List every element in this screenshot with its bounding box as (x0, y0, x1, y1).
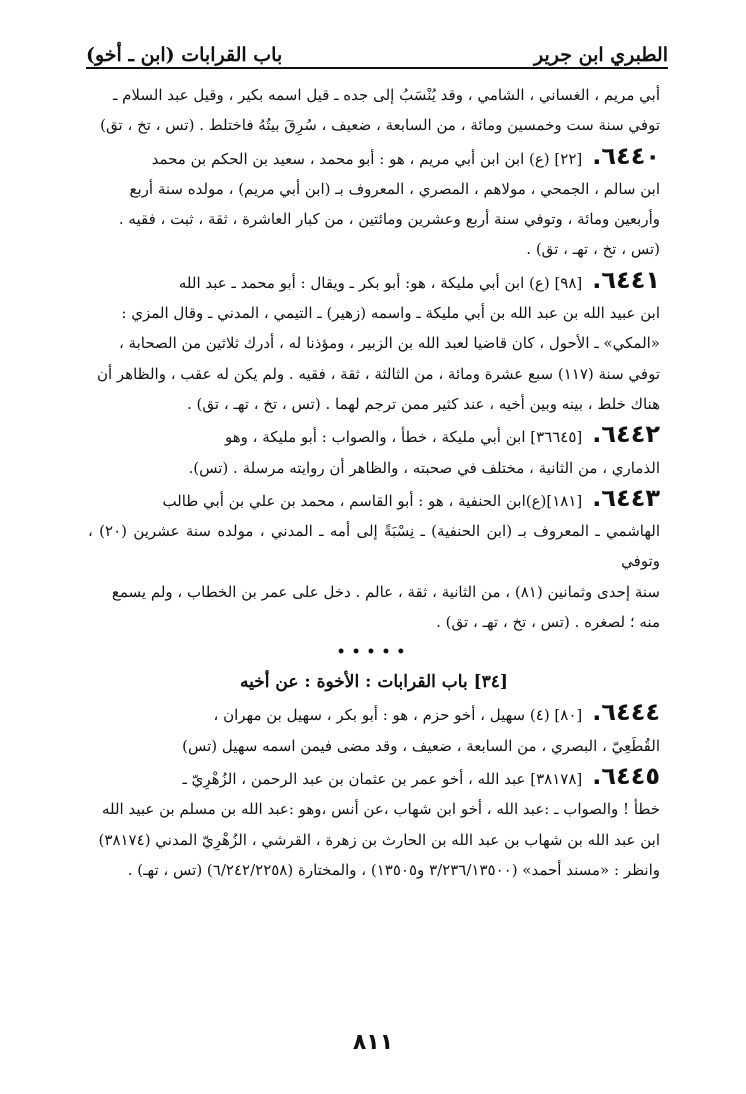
text-line: (تس ، تخ ، تهـ ، تق) . (526, 240, 660, 259)
text-line: ابن سالم ، الجمحي ، مولاهم ، المصري ، المعروف بـ (ابن أبي مريم) ، مولده سنة أربع (129, 179, 660, 198)
text-line (88, 483, 660, 516)
text-line-content: [٣٦٦٤٥] ابن أبي مليكة ، خطأ ، والصواب : أبو مليكة ، وهو (224, 428, 583, 447)
entry-number: ٦٤٤٠. (592, 141, 660, 170)
entry-number: ٦٤٤٢. (592, 420, 660, 449)
page-number: ٨١١ (352, 1030, 394, 1055)
text-line: ابن عبد الله بن شهاب بن عبد الله بن الحارث بن زهرة ، القرشي ، الزُهْرِيّ المدني (٣٨١٧٤) (98, 830, 660, 849)
running-header (86, 26, 668, 66)
text-line: وأربعين ومائة ، وتوفي سنة أربع وعشرين ومائتين ، من كبار العاشرة ، ثقة ، ثبت ، فقيه . (118, 210, 660, 229)
header-title-right: الطبري ابن جرير (533, 44, 668, 66)
entry-6443 (88, 483, 660, 637)
text-line-content: [١٨١](ع)ابن الحنفية ، هو : أبو القاسم ، محمد بن علي بن أبي طالب (162, 491, 583, 510)
entry-number: ٦٤٤٥. (592, 761, 660, 790)
entry-number: ٦٤٤٤. (592, 698, 660, 727)
text-line (88, 265, 660, 298)
text-line: خطأ ! والصواب ـ :عبد الله ، أخو ابن شهاب ،عن أنس ،وهو :عبد الله بن مسلم بن عبيد الله (101, 800, 660, 819)
text-line: أبي مريم ، الغساني ، الشامي ، وقد يُنْسَبُ إلى جده ـ قيل اسمه بكير ، وقيل عبد السلام ـ (112, 86, 660, 104)
section-title: [٣٤] باب القرابات : الأخوة : عن أخيه (240, 672, 508, 693)
text-line-content: [٩٨] (ع) ابن أبي مليكة ، هو: أبو بكر ـ ويقال : أبو محمد ـ عبد الله (178, 273, 583, 292)
text-line: منه ؛ لصغره . (تس ، تخ ، تهـ ، تق) . (436, 613, 660, 632)
text-line-content: [٢٢] (ع) ابن ابن أبي مريم ، هو : أبو محمد ، سعيد بن الحكم بن محمد (151, 149, 583, 168)
intro-paragraph (88, 80, 660, 141)
entry-6440 (88, 141, 660, 265)
entry-6441 (88, 265, 660, 419)
text-line: توفي سنة (١١٧) سبع عشرة ومائة ، من الثالثة ، ثقة ، فقيه . ولم يكن له عقب ، والظاهر أن (96, 364, 660, 383)
header-title-left: باب القرابات (ابن ـ أخو) (86, 44, 283, 66)
entry-number: ٦٤٤١. (592, 265, 660, 294)
text-line: سنة إحدى وثمانين (٨١) ، من الثانية ، ثقة ، عالم . دخل على عمر بن الخطاب ، ولم يسمع (111, 582, 660, 601)
section-separator: ••••• (336, 644, 412, 661)
text-line (88, 761, 660, 794)
text-line: «المكي» ـ الأحول ، كان قاضيا لعبد الله بن الزبير ، ومؤذنا له ، أدرك ثلاثين من الصحابة ، (118, 334, 660, 353)
entry-number: ٦٤٤٣. (592, 483, 660, 512)
text-line: الهاشمي ـ المعروف بـ (ابن الحنفية) ـ نِسْبَةً إلى أمه ـ المدني ، مولده سنة عشرين (٢٠) ، وتوفي (88, 522, 661, 571)
text-line: الذماري ، من الثانية ، مختلف في صحبته ، والظاهر أن روايته مرسلة . (تس). (188, 458, 660, 477)
text-line (88, 141, 660, 174)
text-line: القُطَعِيّ ، البصري ، من السابعة ، ضعيف ، وقد مضى فيمن اسمه سهيل (تس) (182, 736, 660, 755)
text-line (88, 697, 660, 730)
text-line: توفي سنة ست وخمسين ومائة ، من السابعة ، ضعيف ، سُرِقَ بيتُهُ فاختلط . (تس ، تخ ، تق) (100, 116, 660, 135)
text-line (88, 419, 660, 452)
entry-6445 (88, 761, 660, 885)
text-line: ابن عبيد الله بن عبد الله بن أبي مليكة ـ واسمه (زهير) ـ التيمي ، المدني ـ وقال المزي : (121, 304, 660, 323)
text-line: هناك خلط ، بينه وبين أخيه ، عند كثير ممن ترجم لهما . (تس ، تخ ، تهـ ، تق) . (187, 394, 660, 413)
header-rule (86, 67, 668, 69)
text-line-content: [٨٠] (٤) سهيل ، أخو حزم ، هو : أبو بكر ، سهيل بن مهران ، (213, 706, 583, 725)
entry-6442 (88, 419, 660, 483)
text-line: وانظر : «مسند أحمد» (٣/٢٣٦/١٣٥٠٠ و١٣٥٠٥) ، والمختارة (٦/٢٤٢/٢٢٥٨) (تس ، تهـ) . (127, 860, 660, 879)
text-line-content: [٣٨١٧٨] عبد الله ، أخو عمر بن عثمان بن عبد الرحمن ، الزُهْرِيّ ـ (182, 769, 583, 788)
entry-6444 (88, 697, 660, 761)
page-body (88, 80, 660, 885)
